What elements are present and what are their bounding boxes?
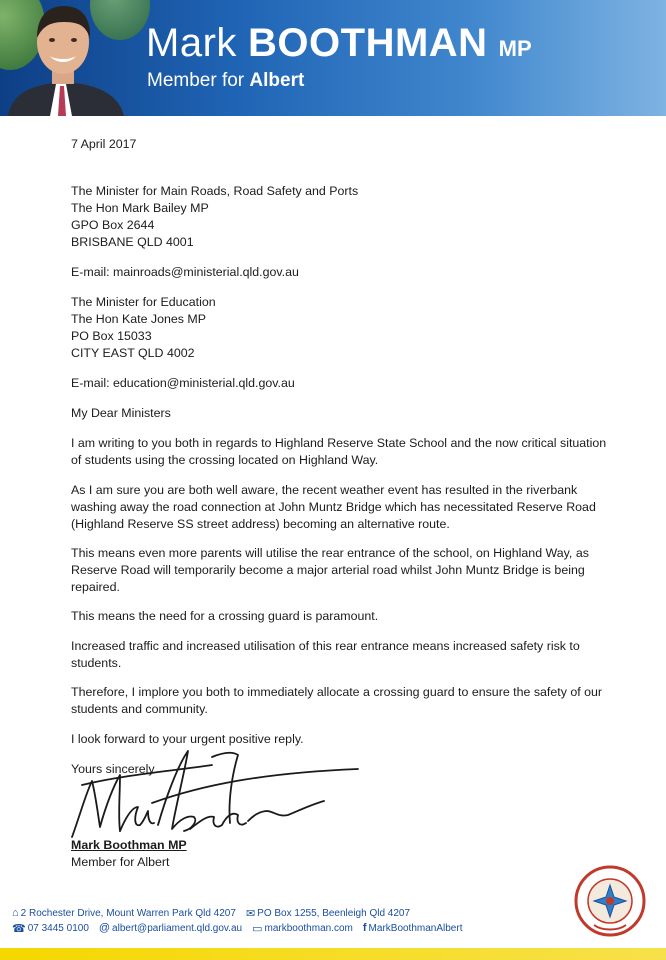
closing: Yours sincerely <box>71 762 155 776</box>
body-paragraph: This means the need for a crossing guard is paramount. <box>71 609 379 623</box>
recipient2-line: PO Box 15033 <box>71 329 152 343</box>
footer-row <box>12 906 410 920</box>
footer-po-box: PO Box 1255, Beenleigh Qld 4207 <box>257 907 411 919</box>
recipient1-line: GPO Box 2644 <box>71 218 155 232</box>
first-name: Mark <box>146 21 237 65</box>
phone-icon: ☎ <box>12 922 26 935</box>
recipient2-line: CITY EAST QLD 4002 <box>71 346 195 360</box>
body-paragraph: This means even more parents will utilise the rear entrance of the school, on Highland Way, as Reserve Road will temporarily become a major arterial road whilst John Muntz Bridge is being repaired. <box>71 546 589 594</box>
mail-icon: ✉ <box>245 907 256 920</box>
footer-website[interactable]: markboothman.com <box>264 922 353 934</box>
salutation: My Dear Ministers <box>71 406 171 420</box>
footer-address: 2 Rochester Drive, Mount Warren Park Qld 4207 <box>20 907 236 919</box>
electorate-name: Albert <box>249 70 305 91</box>
letter-date: 7 April 2017 <box>71 137 137 151</box>
signatory-title: Member for Albert <box>71 855 170 869</box>
at-icon: @ <box>98 922 111 934</box>
recipient2-line: The Hon Kate Jones MP <box>71 312 206 326</box>
recipient2-email: E-mail: education@ministerial.qld.gov.au <box>71 376 295 390</box>
last-name: BOOTHMAN <box>248 21 488 65</box>
facebook-icon: f <box>362 922 367 934</box>
letterhead-name <box>146 20 532 72</box>
post-nominal: MP <box>498 36 532 61</box>
handwritten-signature <box>62 745 372 845</box>
letterhead-electorate <box>147 70 304 92</box>
body-paragraph: Increased traffic and increased utilisation of this rear entrance means increased safety risk to students. <box>71 639 580 670</box>
member-prefix: Member for <box>147 70 245 91</box>
recipient1-line: BRISBANE QLD 4001 <box>71 235 194 249</box>
footer-facebook[interactable]: MarkBoothmanAlbert <box>368 922 463 934</box>
member-portrait <box>0 0 140 116</box>
footer-accent-bar <box>0 948 666 960</box>
body-paragraph: Therefore, I implore you both to immediately allocate a crossing guard to ensure the safety of our students and community. <box>71 685 603 716</box>
body-paragraph: I am writing to you both in regards to Highland Reserve State School and the now critical situation of students using the crossing located on Highland Way. <box>71 436 607 467</box>
footer-email[interactable]: albert@parliament.qld.gov.au <box>112 922 243 934</box>
footer-row <box>12 921 462 935</box>
recipient1-line: The Minister for Main Roads, Road Safety and Ports <box>71 184 359 198</box>
home-icon: ⌂ <box>12 907 19 919</box>
recipient1-line: The Hon Mark Bailey MP <box>71 201 209 215</box>
body-paragraph: As I am sure you are both well aware, the recent weather event has resulted in the riverbank washing away the road connection at John Muntz Bridge which has necessitated Reserve Road (Highland Reserve SS street address) becoming an alternative route. <box>71 483 596 531</box>
web-icon: ▭ <box>252 922 263 935</box>
recipient1-email: E-mail: mainroads@ministerial.qld.gov.au <box>71 265 299 279</box>
footer-phone: 07 3445 0100 <box>27 922 89 934</box>
letterhead-banner <box>0 0 666 116</box>
parliament-seal <box>574 865 646 937</box>
signatory-name: Mark Boothman MP <box>71 838 187 852</box>
recipient2-line: The Minister for Education <box>71 295 216 309</box>
body-paragraph: I look forward to your urgent positive reply. <box>71 732 304 746</box>
